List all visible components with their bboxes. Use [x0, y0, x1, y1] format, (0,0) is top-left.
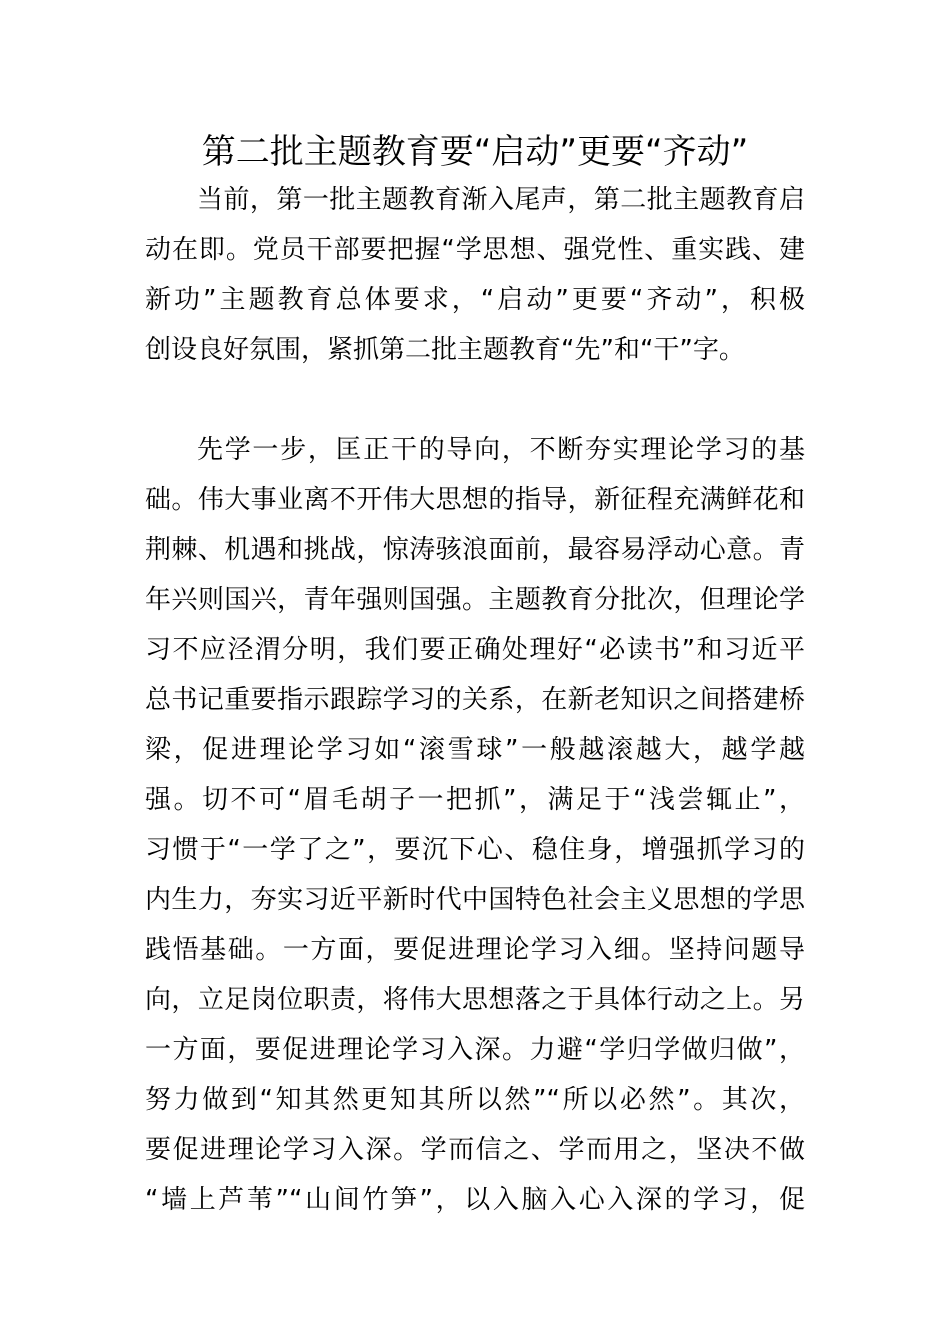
document-title: 第二批主题教育要“启动”更要“齐动” [201, 132, 749, 172]
paragraph-2-line-16: “墙上芦苇”“山间竹笋”，以入脑入心入深的学习，促 [145, 1185, 805, 1215]
paragraph-1-line-2: 动在即。党员干部要把握“学思想、强党性、重实践、建 [145, 235, 805, 265]
document-body [145, 175, 805, 1225]
paragraph-2-line-6: 总书记重要指示跟踪学习的关系，在新老知识之间搭建桥 [145, 685, 805, 715]
paragraph-2-line-12: 向，立足岗位职责，将伟大思想落之于具体行动之上。另 [145, 985, 805, 1015]
paragraph-2-line-11: 践悟基础。一方面，要促进理论学习入细。坚持问题导 [145, 935, 805, 965]
paragraph-gap [145, 375, 805, 425]
paragraph-2-line-7: 梁，促进理论学习如“滚雪球”一般越滚越大，越学越 [145, 735, 805, 765]
paragraph-1-line-1: 当前，第一批主题教育渐入尾声，第二批主题教育启 [197, 185, 805, 215]
paragraph-2-line-9: 习惯于“一学了之”，要沉下心、稳住身，增强抓学习的 [145, 835, 805, 865]
paragraph-2-line-14: 努力做到“知其然更知其所以然”“所以必然”。其次， [145, 1085, 805, 1115]
paragraph-2-line-3: 荆棘、机遇和挑战，惊涛骇浪面前，最容易浮动心意。青 [145, 535, 805, 565]
paragraph-2-line-15: 要促进理论学习入深。学而信之、学而用之，坚决不做 [145, 1135, 805, 1165]
paragraph-2-line-10: 内生力，夯实习近平新时代中国特色社会主义思想的学思 [145, 885, 805, 915]
paragraph-2-line-5: 习不应泾渭分明，我们要正确处理好“必读书”和习近平 [145, 635, 805, 665]
paragraph-2-line-8: 强。切不可“眉毛胡子一把抓”，满足于“浅尝辄止”， [145, 785, 805, 815]
paragraph-2-line-1: 先学一步，匡正干的导向，不断夯实理论学习的基 [197, 435, 805, 465]
paragraph-2-line-4: 年兴则国兴，青年强则国强。主题教育分批次，但理论学 [145, 585, 805, 615]
paragraph-1-line-4: 创设良好氛围，紧抓第二批主题教育“先”和“干”字。 [145, 335, 745, 365]
paragraph-2-line-2: 础。伟大事业离不开伟大思想的指导，新征程充满鲜花和 [145, 485, 805, 515]
paragraph-1-line-3: 新功”主题教育总体要求，“启动”更要“齐动”，积极 [145, 285, 805, 315]
paragraph-2-line-13: 一方面，要促进理论学习入深。力避“学归学做归做”， [145, 1035, 805, 1065]
